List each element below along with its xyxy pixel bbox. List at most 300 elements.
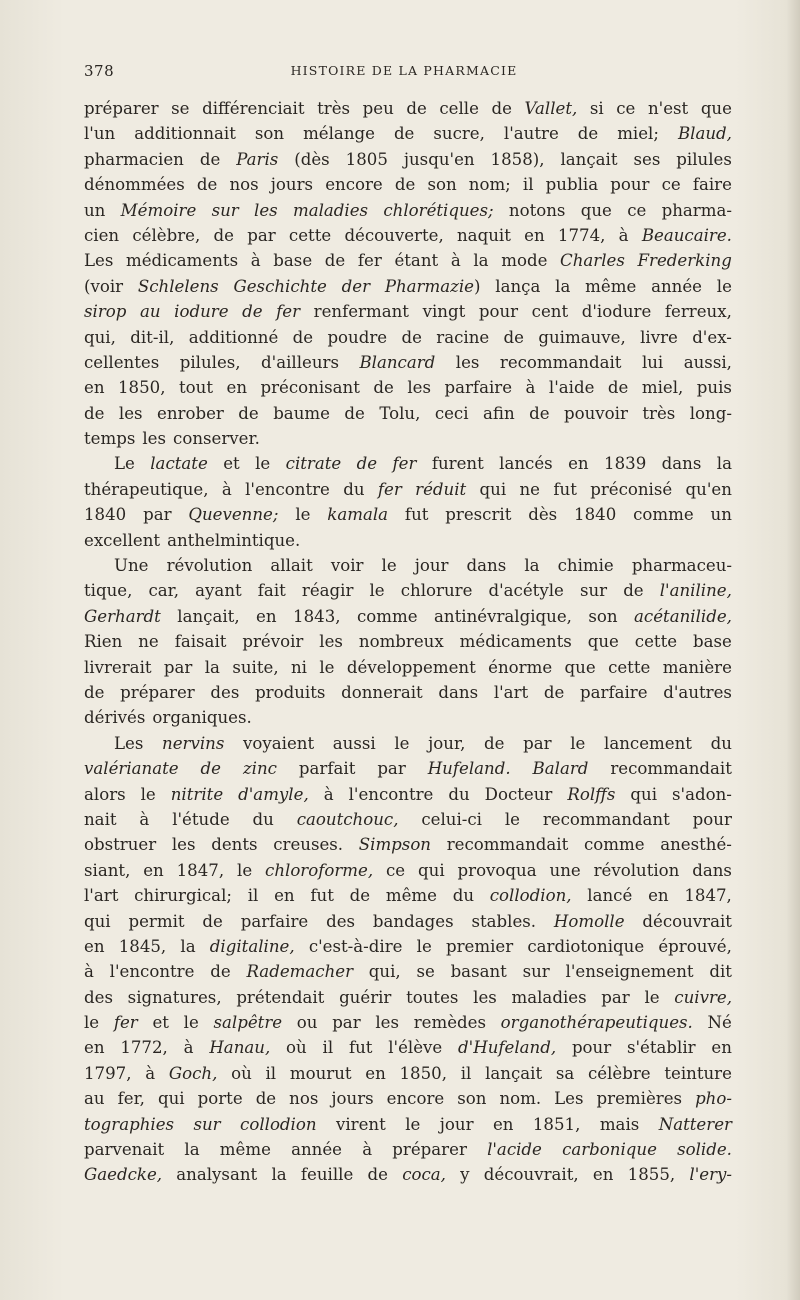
word: en (711, 1038, 732, 1058)
word: parfaire (240, 911, 309, 931)
word: de (503, 327, 524, 347)
word: de (196, 175, 218, 195)
page-number: 378 (84, 62, 115, 80)
word: (dès (294, 149, 330, 169)
word: dents (211, 835, 258, 855)
word: l'enseignement (565, 962, 694, 982)
text-line (84, 731, 732, 756)
word: encore (386, 1089, 445, 1109)
text-line (84, 325, 732, 350)
word: voyaient (243, 733, 315, 753)
word: fut (310, 886, 334, 906)
word: Blaud, (677, 124, 732, 144)
word: mode (501, 251, 548, 271)
word: suite, (232, 657, 279, 677)
word: cien (84, 225, 120, 245)
text-line (84, 1061, 732, 1086)
word: Schlelens (137, 276, 219, 296)
text-line (84, 451, 732, 476)
word: de (393, 124, 415, 144)
word: au (84, 1089, 105, 1109)
word: Rademacher (246, 962, 354, 982)
text-line (84, 1112, 732, 1137)
word: le (369, 581, 385, 601)
word: de (623, 581, 644, 601)
body-text (84, 96, 732, 1188)
word: par (377, 759, 406, 779)
word: à (525, 378, 536, 398)
word: où (231, 1063, 252, 1083)
word: afin (482, 403, 515, 423)
word: d'ex- (692, 327, 732, 347)
word: le (416, 936, 432, 956)
word: année (291, 1140, 343, 1160)
word: chloroforme, (265, 860, 374, 880)
running-title: HISTOIRE DE LA PHARMACIE (290, 63, 518, 78)
word: Frederking (637, 251, 732, 271)
word: fer (357, 251, 382, 271)
word: Une (114, 556, 149, 576)
text-line (84, 96, 732, 121)
word: le (140, 784, 156, 804)
word: Quevenne; (188, 505, 279, 525)
word: mourut (289, 1063, 352, 1083)
word: salpêtre (213, 1013, 283, 1033)
word: le (504, 809, 520, 829)
word: cette (288, 225, 332, 245)
word: à (183, 1038, 194, 1058)
word: en (256, 606, 277, 626)
word: la (524, 556, 540, 576)
word: qui (630, 784, 658, 804)
word: de (529, 403, 550, 423)
word: il (460, 1063, 472, 1083)
word: l'un (84, 124, 116, 144)
page-edge-shadow (786, 0, 800, 1300)
word: encore (325, 175, 383, 195)
word: le (255, 454, 271, 474)
word: les (319, 632, 343, 652)
word: recommandait (610, 759, 732, 779)
word: 1805 (345, 149, 388, 169)
word: de (373, 378, 394, 398)
word: anthelmintique. (167, 530, 301, 550)
word: tographies (84, 1114, 175, 1134)
word: de (84, 682, 105, 702)
word: jour (439, 1114, 474, 1134)
word: en (648, 886, 669, 906)
word: Rien (84, 632, 123, 652)
word: recommandait (499, 352, 622, 372)
word: pilules (676, 149, 732, 169)
word: 1840 (84, 505, 127, 525)
word: anesthé- (660, 835, 732, 855)
word: 1839 (604, 454, 647, 474)
word: prescrit (445, 505, 512, 525)
word: cardiotonique (527, 936, 645, 956)
word: nitrite (170, 784, 224, 804)
word: sa (555, 1063, 575, 1083)
word: aussi (332, 733, 376, 753)
word: découvrait, (483, 1165, 579, 1185)
word: se (171, 99, 190, 118)
text-line (84, 147, 732, 172)
word: qui, (368, 962, 401, 982)
word: Les (114, 733, 144, 753)
word: à (450, 251, 461, 271)
word: parfaire (580, 682, 648, 702)
word: ce (661, 175, 681, 195)
word: virent (335, 1114, 386, 1134)
word: 1797, (84, 1063, 132, 1083)
word: 1847, (176, 860, 225, 880)
text-line (84, 350, 732, 375)
word: siant, (84, 860, 131, 880)
word: cuivre, (674, 987, 732, 1007)
word: la (180, 936, 196, 956)
word: sucre, (433, 124, 485, 144)
word: lançait (560, 149, 618, 169)
word: les (118, 403, 143, 423)
word: mais (599, 1114, 640, 1134)
word: à (139, 809, 150, 829)
text-line (84, 985, 732, 1010)
word: tout (179, 378, 214, 398)
word: pilules, (179, 352, 241, 372)
word: organothérapeutiques. (500, 1013, 693, 1033)
word: la (271, 1165, 287, 1185)
word: de (202, 911, 223, 931)
word: miel; (617, 124, 659, 144)
text-line (84, 604, 732, 629)
word: jour (414, 556, 449, 576)
word: baume (273, 403, 330, 423)
word: en (568, 454, 589, 474)
text-line (84, 1035, 732, 1060)
word: nait (84, 809, 117, 829)
word: allait (270, 556, 313, 576)
word: développement (346, 657, 476, 677)
word: basant (450, 962, 507, 982)
word: d'ailleurs (261, 352, 339, 372)
word: en (274, 886, 295, 906)
word: les (254, 200, 278, 220)
word: conserver. (173, 429, 260, 449)
text-line (84, 629, 732, 654)
word: Blancard (359, 352, 436, 372)
text-line (84, 1162, 732, 1187)
word: solide. (677, 1140, 732, 1160)
word: un (710, 505, 732, 525)
word: son (427, 175, 457, 195)
word: découvrait (642, 911, 732, 931)
word: 1851, (532, 1114, 581, 1134)
word: sur (522, 962, 550, 982)
word: du (448, 784, 470, 804)
word: une (549, 860, 581, 880)
word: l'aniline, (659, 581, 732, 601)
word: de (484, 733, 505, 753)
word: qui (157, 1089, 185, 1109)
word: y (460, 1165, 470, 1185)
word: au (139, 302, 161, 322)
word: qui, (84, 327, 116, 347)
word: l'aide (548, 378, 595, 398)
word: Hanau, (209, 1038, 271, 1058)
word: l'élève (388, 1038, 443, 1058)
word: de (255, 1089, 277, 1109)
word: lançait, (177, 606, 240, 626)
word: nom; (468, 175, 511, 195)
word: l'acide (487, 1140, 542, 1160)
word: énorme (488, 657, 553, 677)
word: Le (114, 454, 135, 474)
word: d'Hufeland, (458, 1038, 557, 1058)
word: premières (596, 1089, 683, 1109)
text-line (84, 1086, 732, 1111)
word: (voir (84, 276, 124, 296)
word: s'établir (626, 1038, 696, 1058)
word: année (651, 276, 702, 296)
word: qu'en (685, 479, 732, 499)
text-line (84, 934, 732, 959)
text-line (84, 832, 732, 857)
word: de (394, 175, 416, 195)
word: parfait (298, 759, 356, 779)
word: préconisé (590, 479, 673, 499)
word: jusqu'en (403, 149, 475, 169)
word: teinture (664, 1063, 732, 1083)
word: celle (439, 99, 479, 118)
word: feuille (300, 1165, 354, 1185)
word: Hufeland. (427, 759, 511, 779)
word: excellent (84, 530, 161, 550)
text-line (84, 401, 732, 426)
word: lancé (587, 886, 633, 906)
word: la (716, 454, 732, 474)
word: même (219, 1140, 271, 1160)
word: le (570, 733, 586, 753)
word: lui (641, 352, 664, 372)
word: qui (418, 860, 445, 880)
word: du (343, 479, 365, 499)
word: fer (276, 302, 301, 322)
word: que (580, 200, 612, 220)
word: nombreux (358, 632, 444, 652)
word: antinévralgique, (434, 606, 572, 626)
word: signatures, (127, 987, 222, 1007)
word: médicaments (126, 251, 239, 271)
word: il (522, 175, 534, 195)
word: même (385, 886, 437, 906)
word: de (292, 327, 314, 347)
word: Vallet, (524, 99, 578, 118)
word: vingt (422, 302, 466, 322)
word: faisait (174, 632, 227, 652)
word: ni (290, 657, 307, 677)
word: de (349, 886, 371, 906)
word: dénommées (84, 175, 185, 195)
word: analysant (176, 1165, 258, 1185)
word: par (247, 225, 276, 245)
word: le (295, 505, 311, 525)
text-line (84, 299, 732, 324)
word: kamala (327, 505, 389, 525)
word: Né (707, 1013, 732, 1033)
word: ceci (434, 403, 469, 423)
word: les (142, 429, 167, 449)
word: et (223, 454, 240, 474)
word: d'iodure (581, 302, 652, 322)
word: très (317, 99, 351, 118)
word: les (375, 1013, 399, 1033)
word: base (693, 632, 732, 652)
word: de (199, 149, 221, 169)
word: guérir (339, 987, 392, 1007)
word: il (247, 886, 259, 906)
word: il (322, 1038, 334, 1058)
word: thérapeutique, (84, 479, 209, 499)
word: fut (348, 1038, 373, 1058)
word: en (226, 378, 248, 398)
word: voir (330, 556, 364, 576)
word: Tolu, (379, 403, 421, 423)
text-line (84, 959, 732, 984)
word: pouvoir (564, 403, 628, 423)
word: à (221, 479, 232, 499)
word: 1772, (120, 1038, 168, 1058)
word: sur (211, 200, 239, 220)
word: n'est (647, 99, 689, 118)
text-line (84, 858, 732, 883)
word: donnerait (341, 682, 423, 702)
word: même (585, 276, 637, 296)
text-line (84, 578, 732, 603)
word: collodion (240, 1114, 317, 1134)
text-line (84, 198, 732, 223)
word: chirurgical; (134, 886, 232, 906)
word: sur (193, 1114, 221, 1134)
word: son (588, 606, 618, 626)
word: Mémoire (120, 200, 197, 220)
word: notons (508, 200, 566, 220)
word: ce (616, 99, 636, 118)
word: nos (289, 1089, 319, 1109)
word: fer (392, 454, 417, 474)
text-line (84, 1010, 732, 1035)
word: à (618, 225, 629, 245)
word: révolution (166, 556, 253, 576)
word: Geschichte (233, 276, 327, 296)
word: l'art (493, 682, 529, 702)
word: fer (377, 479, 402, 499)
word: où (286, 1038, 307, 1058)
word: la (184, 1140, 200, 1160)
word: Gerhardt (84, 606, 161, 626)
word: provoqua (457, 860, 537, 880)
word: l'ery- (689, 1165, 732, 1185)
word: comme (633, 505, 694, 525)
text-line (84, 375, 732, 400)
word: en (524, 225, 545, 245)
word: fut (553, 479, 577, 499)
word: le (381, 556, 397, 576)
word: en (492, 1114, 514, 1134)
word: d'acétyle (488, 581, 564, 601)
text-line (84, 883, 732, 908)
word: ne (519, 479, 541, 499)
word: cette (634, 632, 678, 652)
word: dérivés (84, 708, 146, 728)
word: le (183, 1013, 199, 1033)
word: de (543, 682, 565, 702)
word: puis (696, 378, 732, 398)
word: à (362, 1140, 373, 1160)
word: ayant (195, 581, 242, 601)
word: 1843, (293, 606, 341, 626)
word: prévoir (242, 632, 304, 652)
word: à (323, 784, 334, 804)
word: de (356, 454, 378, 474)
word: 1845, (118, 936, 167, 956)
text-line (84, 274, 732, 299)
word: dit-il, (130, 327, 175, 347)
word: aussi, (683, 352, 732, 372)
word: des (326, 911, 356, 931)
text-line (84, 756, 732, 781)
word: étant (394, 251, 439, 271)
word: par (523, 733, 552, 753)
word: la (473, 251, 489, 271)
word: en (84, 1038, 105, 1058)
word: s'adon- (672, 784, 732, 804)
word: pour (610, 175, 650, 195)
word: prétendait (236, 987, 325, 1007)
word: Paris (236, 149, 279, 169)
word: cette (608, 657, 651, 677)
word: dans (466, 556, 507, 576)
word: chlorure (400, 581, 473, 601)
word: toutes (406, 987, 459, 1007)
word: l'art (84, 886, 119, 906)
word: faire (692, 175, 732, 195)
word: dès (528, 505, 558, 525)
word: de (406, 99, 427, 118)
word: de (367, 1165, 388, 1185)
word: additionnait (134, 124, 236, 144)
word: ou (296, 1013, 318, 1033)
text-line (84, 807, 732, 832)
word: réagir (301, 581, 354, 601)
word: produits (255, 682, 326, 702)
word: son (457, 1089, 487, 1109)
word: Beaucaire. (641, 225, 732, 245)
word: 1840 (574, 505, 617, 525)
word: à (145, 1063, 156, 1083)
word: des (210, 682, 240, 702)
word: lançait (485, 1063, 543, 1083)
word: base (273, 251, 313, 271)
word: le (237, 860, 253, 880)
word: le (716, 276, 732, 296)
word: du (710, 733, 732, 753)
word: nom. (499, 1089, 542, 1109)
word: Rolffs (567, 784, 616, 804)
text-line (84, 553, 732, 578)
word: sur (579, 581, 608, 601)
word: 1774, (557, 225, 606, 245)
word: l'étude (172, 809, 230, 829)
